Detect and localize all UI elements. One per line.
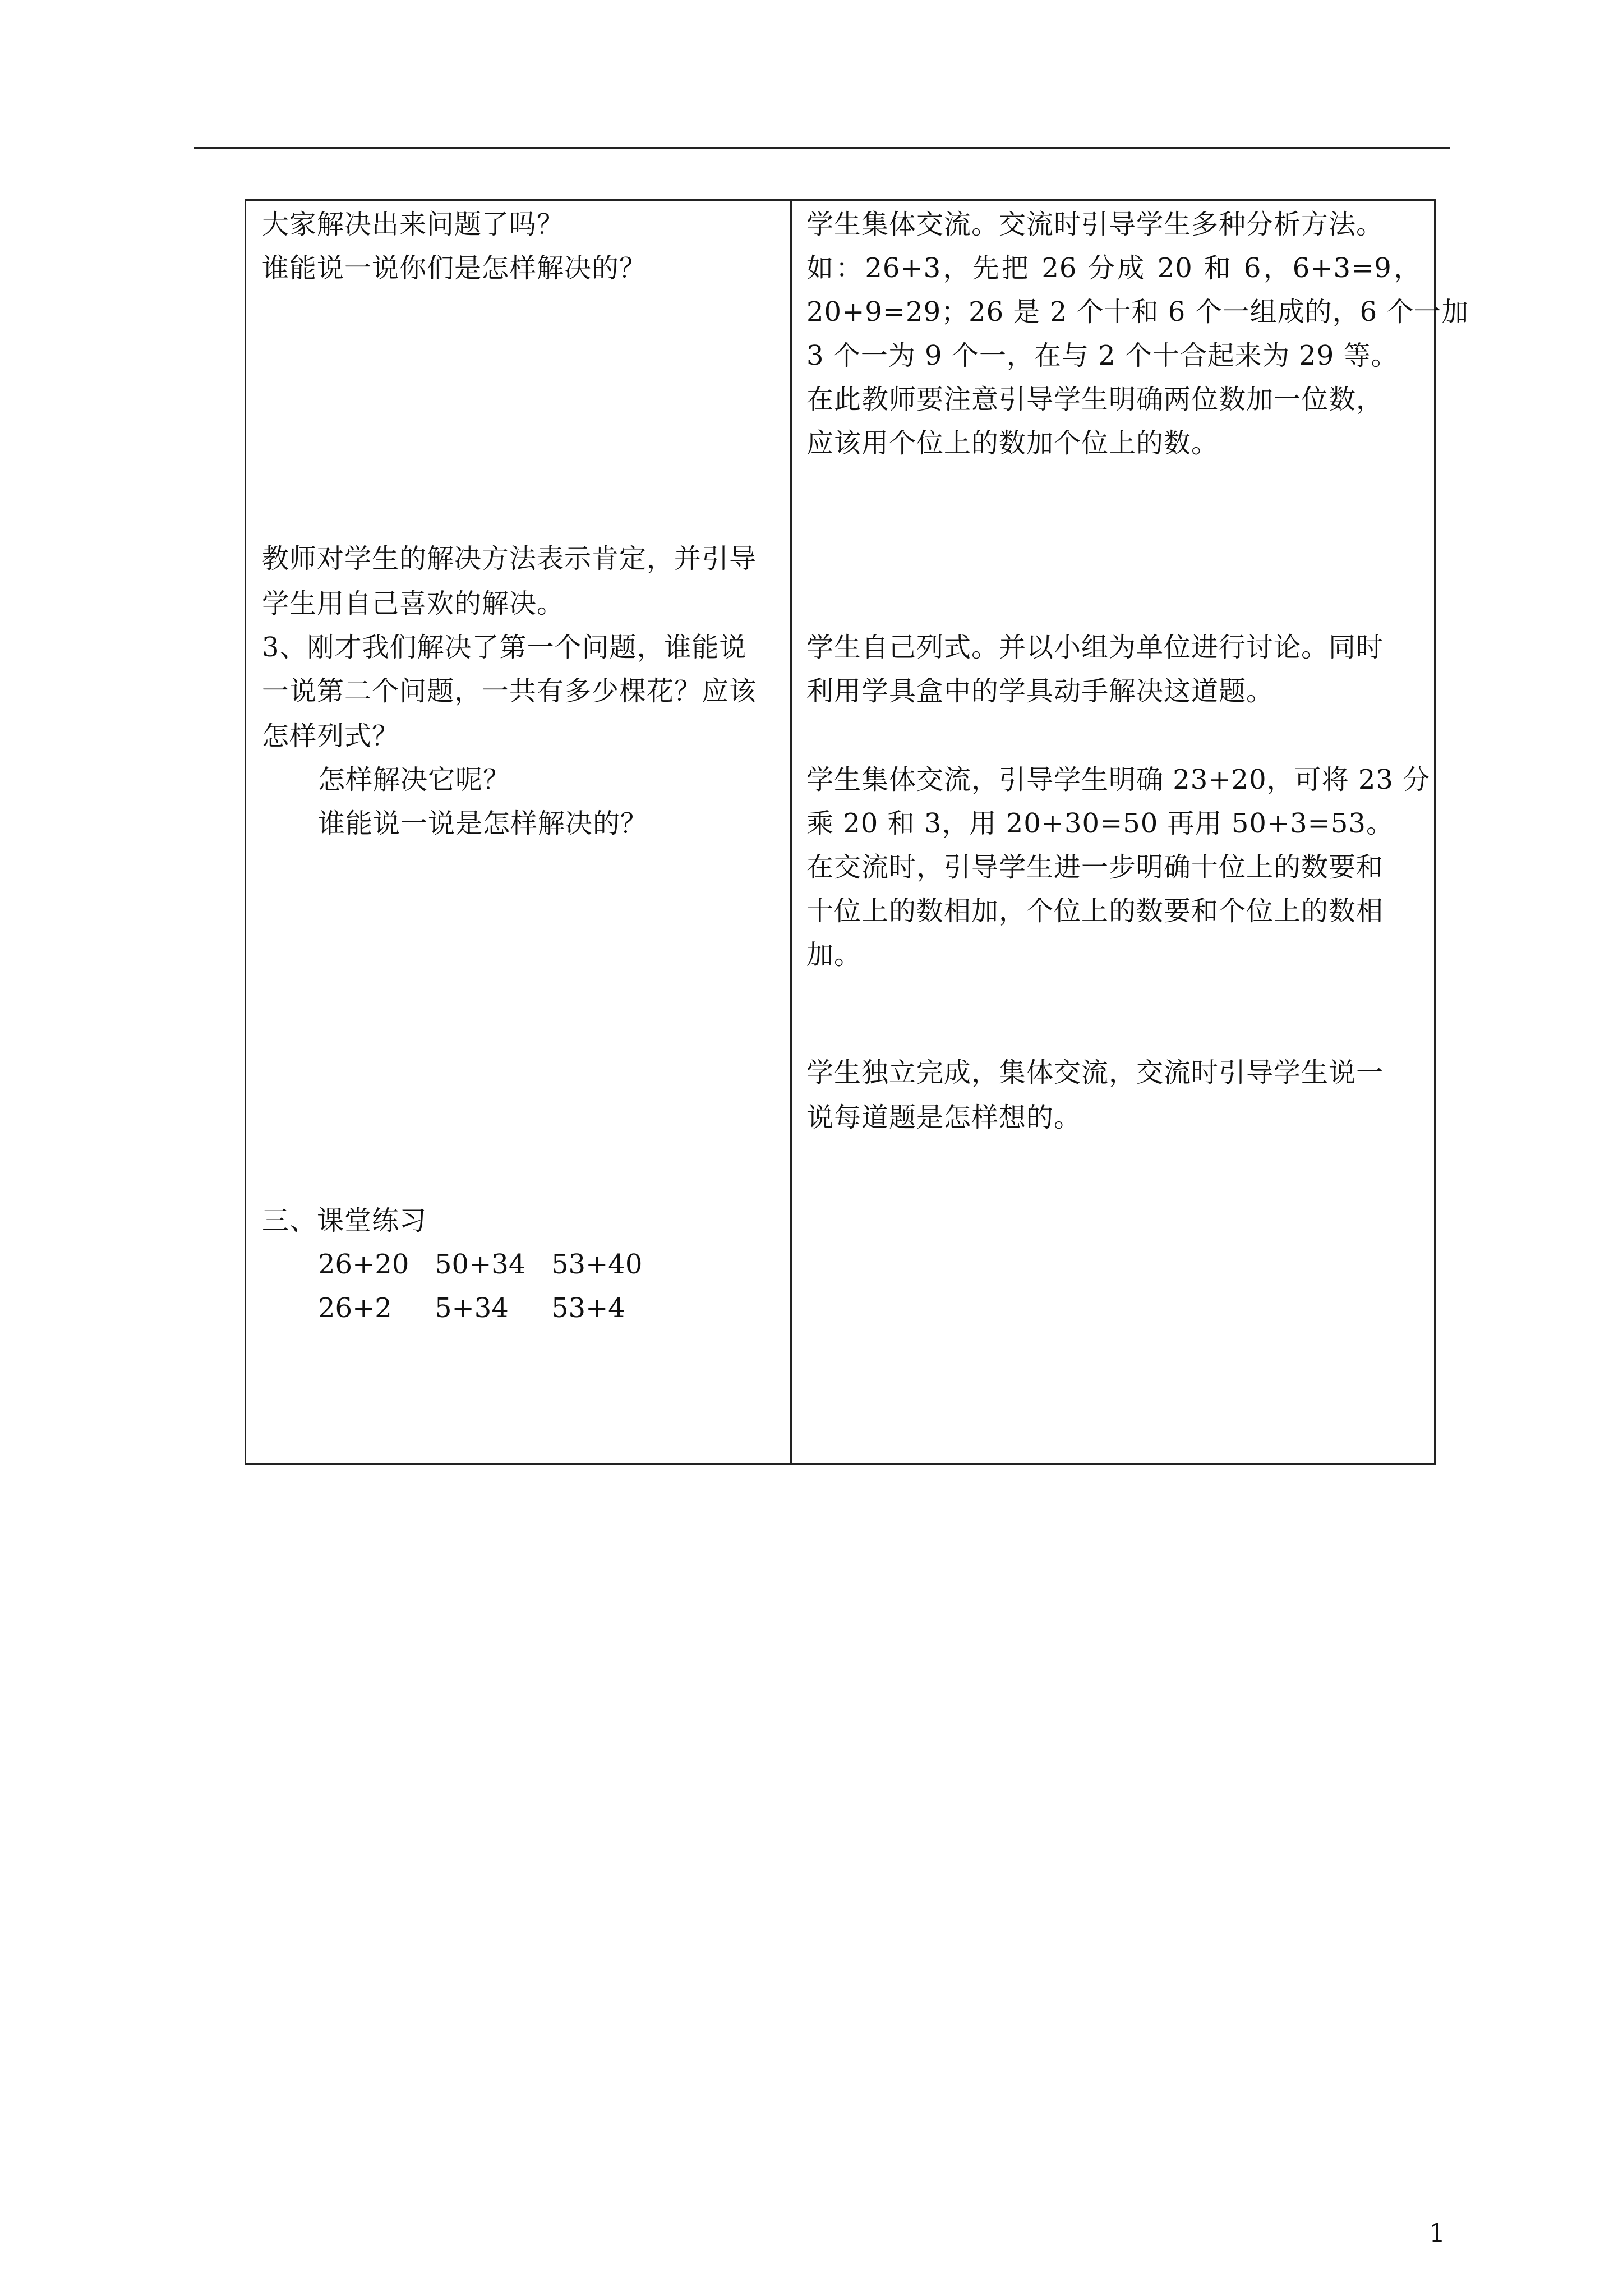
teacher-affirm-line: 教师对学生的解决方法表示肯定，并引导 (262, 543, 757, 574)
question-three-line: 怎样列式？ (262, 720, 400, 752)
teacher-affirm-line: 学生用自己喜欢的解决。 (262, 588, 565, 619)
exercise-item: 50+34 (435, 1249, 526, 1280)
student-activity-cell (792, 201, 1469, 1463)
student-activity-line: 十位上的数相加，个位上的数要和个位上的数相 (806, 895, 1384, 927)
student-activity-line: 学生集体交流。交流时引导学生多种分析方法。 (806, 209, 1384, 240)
student-activity-line: 学生独立完成，集体交流，交流时引导学生说一 (806, 1057, 1384, 1088)
student-activity-line: 学生集体交流，引导学生明确 23+20，可将 23 分 (806, 764, 1431, 795)
student-activity-line: 20+9=29；26 是 2 个十和 6 个一组成的，6 个一加 (806, 296, 1469, 328)
student-activity-line: 加。 (806, 939, 862, 970)
student-activity-line: 乘 20 和 3，用 20+30=50 再用 50+3=53。 (806, 808, 1394, 839)
question-three-line: 3、刚才我们解决了第一个问题，谁能说 (262, 632, 747, 663)
student-activity-line: 3 个一为 9 个一，在与 2 个十合起来为 29 等。 (806, 340, 1399, 371)
exercise-item: 26+2 (318, 1292, 392, 1324)
student-activity-line: 利用学具盒中的学具动手解决这道题。 (806, 675, 1274, 707)
student-activity-line: 在此教师要注意引导学生明确两位数加一位数， (806, 384, 1384, 415)
practice-heading: 三、课堂练习 (262, 1205, 427, 1236)
question-line: 大家解决出来问题了吗？ (262, 209, 565, 240)
teacher-activity-cell (246, 201, 790, 1463)
question-three-line: 一说第二个问题，一共有多少棵花？应该 (262, 675, 757, 707)
header-rule (194, 147, 1450, 149)
question-three-line: 怎样解决它呢？ (318, 764, 511, 795)
question-three-line: 谁能说一说是怎样解决的？ (318, 808, 648, 839)
exercise-item: 26+20 (318, 1249, 409, 1280)
page-number: 1 (1429, 2217, 1446, 2248)
exercise-item: 53+4 (551, 1292, 625, 1324)
exercise-item: 5+34 (435, 1292, 509, 1324)
exercise-row (318, 1248, 668, 1281)
exercise-row (318, 1291, 668, 1325)
question-line: 谁能说一说你们是怎样解决的？ (262, 252, 647, 284)
student-activity-line: 学生自己列式。并以小组为单位进行讨论。同时 (806, 632, 1384, 663)
student-activity-line: 应该用个位上的数加个位上的数。 (806, 427, 1219, 459)
student-activity-line: 在交流时，引导学生进一步明确十位上的数要和 (806, 852, 1384, 883)
student-activity-line: 如：26+3，先把 26 分成 20 和 6，6+3=9， (806, 252, 1421, 284)
exercise-item: 53+40 (551, 1249, 643, 1280)
student-activity-line: 说每道题是怎样想的。 (806, 1102, 1082, 1133)
lesson-plan-table (245, 199, 1469, 1465)
